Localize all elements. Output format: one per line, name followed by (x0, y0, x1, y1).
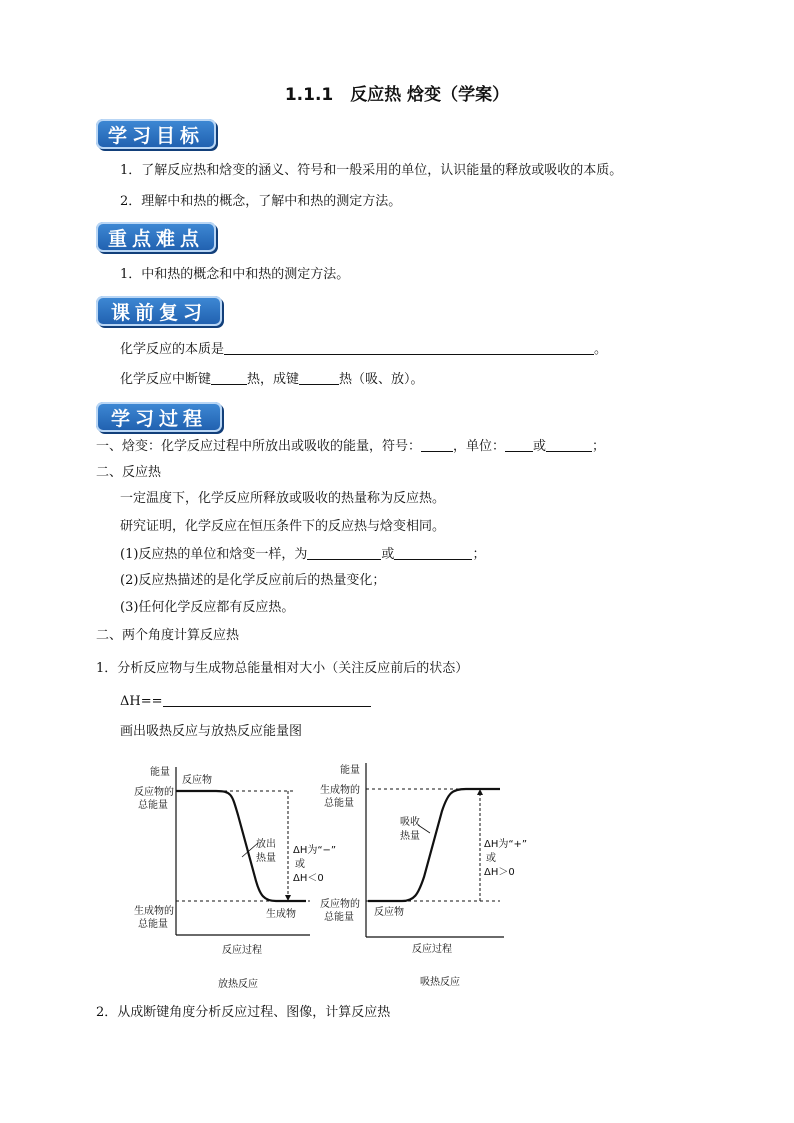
enthalpy-unit-blank-1[interactable] (505, 437, 533, 452)
review-q1-blank[interactable] (224, 340, 594, 355)
enthalpy-text-d: ； (592, 439, 606, 454)
section-badge-goals: 学习目标 (96, 119, 216, 149)
upper-label-1: 生成物的 (320, 785, 360, 796)
diagram-caption: 放热反应 (218, 979, 258, 990)
calc-method-2: 2．从成断键角度分析反应过程、图像，计算反应热 (96, 1005, 391, 1020)
delta-h-label-2: 或 (295, 859, 305, 870)
dh-formula (120, 692, 371, 711)
section-badge-review: 课前复习 (96, 296, 222, 326)
lower-label-1: 生成物的 (134, 906, 174, 917)
heat-unit-blank-1[interactable] (307, 545, 381, 560)
delta-h-label-3: ΔH＜0 (293, 873, 324, 884)
enthalpy-text-b: ，单位： (453, 439, 506, 454)
review-q2-blank-1[interactable] (211, 370, 247, 385)
enthalpy-unit-blank-2[interactable] (546, 437, 592, 452)
delta-h-label-3: ΔH＞0 (484, 867, 515, 878)
x-axis-label: 反应过程 (222, 945, 262, 956)
section-badge-process: 学习过程 (96, 402, 222, 432)
dh-formula-blank[interactable] (163, 692, 371, 707)
upper-label-1: 反应物的 (134, 787, 174, 798)
calc-method-1: 1．分析反应物与生成物总能量相对大小（关注反应前后的状态） (96, 661, 469, 676)
heat-unit-blank-2[interactable] (394, 545, 472, 560)
upper-label-2: 总能量 (138, 800, 168, 811)
draw-instruction: 画出吸热反应与放热反应能量图 (120, 724, 303, 739)
heat-proof: 研究证明，化学反应在恒压条件下的反应热与焓变相同。 (120, 519, 446, 534)
enthalpy-symbol-blank[interactable] (421, 437, 453, 452)
lower-label-2: 总能量 (324, 912, 354, 923)
heat-point-2: (2)反应热描述的是化学反应前后的热量变化； (120, 573, 386, 588)
diagram-caption: 吸热反应 (420, 977, 460, 988)
review-q2-blank-2[interactable] (299, 370, 339, 385)
delta-h-label-2: 或 (486, 853, 496, 864)
delta-h-label-1: ΔH为“−” (293, 845, 337, 856)
upper-label-2: 总能量 (324, 798, 354, 809)
heat-point-1 (120, 545, 485, 564)
enthalpy-definition (96, 437, 605, 456)
dh-formula-prefix: ΔH== (120, 694, 163, 709)
heat-point-1-text-a: (1)反应热的单位和焓变一样，为 (120, 547, 308, 562)
arrow-label-1: 吸收 (400, 817, 420, 828)
exothermic-energy-diagram (120, 755, 337, 995)
enthalpy-text-a: 一、焓变：化学反应过程中所放出或吸收的能量，符号： (96, 439, 422, 454)
goal-2: 2．理解中和热的概念，了解中和热的测定方法。 (120, 194, 402, 209)
page-title: 1.1.1 反应热 焓变（学案） (284, 85, 510, 105)
goal-1: 1．了解反应热和焓变的涵义、符号和一般采用的单位，认识能量的释放或吸收的本质。 (120, 163, 623, 178)
delta-h-label-1: ΔH为“+” (484, 839, 528, 850)
heat-heading: 二、反应热 (96, 465, 162, 480)
heat-point-1-text-c: ； (472, 547, 486, 562)
arrow-label-2: 热量 (400, 831, 420, 842)
calc-heading: 二、两个角度计算反应热 (96, 628, 240, 643)
heat-definition: 一定温度下，化学反应所释放或吸收的热量称为反应热。 (120, 491, 446, 506)
y-axis-label: 能量 (340, 765, 360, 776)
x-axis-label: 反应过程 (412, 944, 452, 955)
key-point-1: 1．中和热的概念和中和热的测定方法。 (120, 267, 350, 282)
heat-point-1-text-b: 或 (381, 547, 395, 562)
heat-point-3: (3)任何化学反应都有反应热。 (120, 600, 295, 615)
review-q2-text-c: 热（吸、放）。 (339, 372, 424, 387)
enthalpy-text-c: 或 (533, 439, 547, 454)
review-question-1 (120, 340, 607, 359)
start-label: 反应物 (182, 775, 212, 786)
review-question-2 (120, 370, 424, 389)
y-axis-label: 能量 (150, 767, 170, 778)
arrow-label-2: 热量 (256, 853, 276, 864)
arrow-label-1: 放出 (256, 839, 276, 850)
energy-curve (176, 791, 306, 901)
start-label: 反应物 (374, 907, 404, 918)
review-q1-prefix: 化学反应的本质是 (120, 342, 225, 357)
endothermic-energy-diagram (318, 755, 538, 995)
end-label: 生成物 (266, 909, 296, 920)
lower-label-2: 总能量 (138, 919, 168, 930)
review-q2-text-b: 热，成键 (247, 372, 300, 387)
review-q2-text-a: 化学反应中断键 (120, 372, 212, 387)
review-q1-suffix: 。 (594, 342, 608, 357)
lower-label-1: 反应物的 (320, 899, 360, 910)
section-badge-key-points: 重点难点 (96, 222, 216, 252)
